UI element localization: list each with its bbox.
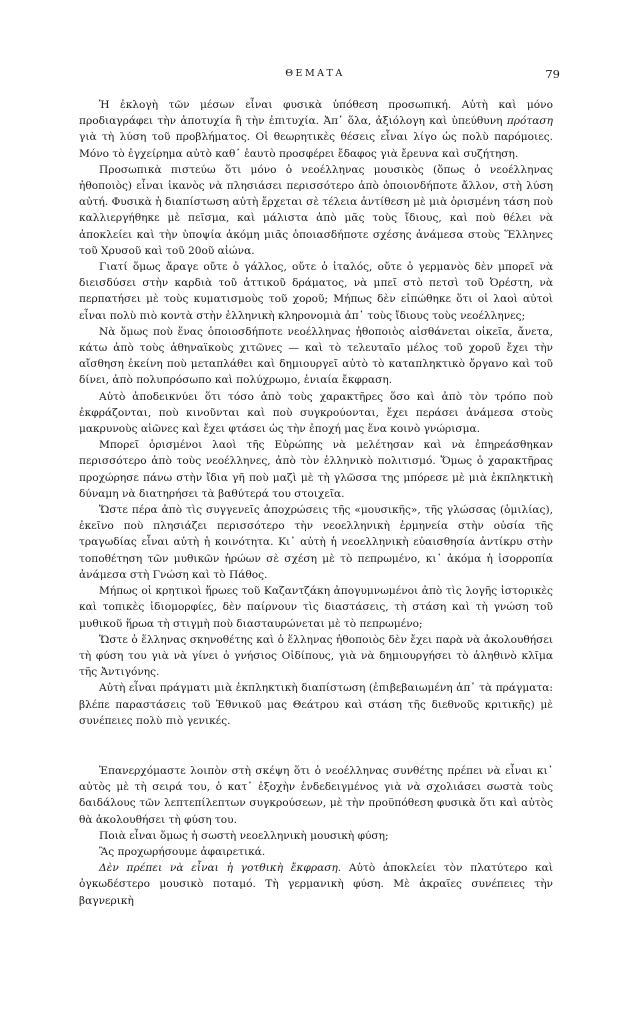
page-number: 79	[545, 67, 560, 81]
paragraph-italic-lead: Δὲν πρέπει νὰ εἶναι ἡ γοτθικὴ ἔκφραση. Αὐτὸ ἀποκλείει τὸν πλατύτερο καὶ ὀγκωδέστερο μουσικὸ ποταμό. Τὴ γερμανικὴ φύση. Μὲ ἀκραῖες συνέπειες τὴν βαγνερικὴ	[79, 862, 553, 907]
paragraph: Ἂς προχωρήσουμε ἀφαιρετικά.	[99, 845, 266, 858]
emphasis: Δὲν πρέπει νὰ εἶναι ἡ γοτθικὴ ἔκφραση.	[99, 862, 342, 875]
paragraph: Προσωπικὰ πιστεύω ὅτι μόνο ὁ νεοέλληνας μουσικὸς (ὅπως ὁ νεοέλληνας ἠθοποιὸς) εἶναι ἱκανὸς νὰ πλησιάσει περισσότερο ἀπὸ ὁποιονδήποτε ἄλλον, στὴ λύση αὐτή. Φυσικὰ ἡ διαπίστωση αὐτὴ ἔρχεται σὲ τέλεια ἀντίθεση μὲ μιὰ ὁρισμένη τάση ποὺ καλλιεργήθηκε μὲ πεῖσμα, καὶ μάλιστα ἀπὸ μᾶς τοὺς ἴδιους, καὶ ποὺ θέλει νὰ ἀποκλείει καὶ τὴν ὑποψία ἀκόμη μιᾶς ὁποιασδήποτε σχέσης ἀνάμεσα στοὺς Ἕλληνες τοῦ Χρυσοῦ καὶ τοῦ 20οῦ αἰώνα.	[79, 163, 553, 257]
section-gap	[79, 729, 553, 763]
paragraph: Ποιὰ εἶναι ὅμως ἡ σωστὴ νεοελληνικὴ μουσικὴ φύση;	[99, 829, 389, 842]
paragraph: Ὥστε ὁ ἕλληνας σκηνοθέτης καὶ ὁ ἕλληνας ἠθοποιὸς δὲν ἔχει παρὰ νὰ ἀκολουθήσει τὴ φύση του γιὰ νὰ γίνει ὁ γνήσιος Οἰδίπους, γιὰ νὰ δημιουργήσει τὸ ἀληθινὸ κλῖμα τῆς Ἀντιγόνης.	[79, 633, 553, 679]
paragraph: Μπορεῖ ὁρισμένοι λαοὶ τῆς Εὐρώπης νὰ μελέτησαν καὶ νὰ ἐπηρεάσθηκαν περισσότερο ἀπὸ τοὺς νεοέλληνες, ἀπὸ τὸν ἑλληνικὸ πολιτισμό. Ὅμως ὁ χαρακτῆρας προχώρησε πάνω στὴν ἴδια γῆ ποὺ μαζὶ μὲ τὴ γλῶσσα της μπόρεσε μὲ μιὰ ἐκπληκτικὴ δύναμη νὰ διατηρήσει τὰ βαθύτερά του στοιχεῖα.	[79, 439, 553, 500]
paragraph: Ἡ ἐκλογὴ τῶν μέσων εἶναι φυσικὰ ὑπόθεση προσωπική. Αὐτὴ καὶ μόνο προδιαγράφει τὴν ἀποτυχία ἢ τὴν ἐπιτυχία. Ἀπ᾿ ὅλα, ἀξιόλογη καὶ ὑπεύθυνη πρόταση γιὰ τὴ λύση τοῦ προβλήματος. Οἱ θεωρητικὲς θέσεις εἶναι λίγο ὡς πολὺ παρόμοιες. Μόνο τὸ ἐγχείρημα αὐτὸ καθ᾿ ἑαυτὸ προσφέρει ἔδαφος γιὰ ἔρευνα καὶ συζήτηση.	[79, 99, 553, 160]
paragraph: Γιατί ὅμως ἄραγε οὔτε ὁ γάλλος, οὔτε ὁ ἰταλός, οὔτε ὁ γερμανὸς δὲν μπορεῖ νὰ διεισδύσει στὴν καρδιὰ τοῦ ἀττικοῦ δράματος, νὰ μπεῖ στὸ πετσὶ τοῦ Ὀρέστη, νὰ περπατήσει μὲ τοὺς κυματισμοὺς τοῦ χοροῦ; Μήπως δὲν εἰπώθηκε ὅτι οἱ λαοὶ αὐτοὶ εἶναι πολὺ πιὸ κοντὰ στὴν ἑλληνικὴ κληρονομιὰ ἀπ᾿ τοὺς ἴδιους τοὺς νεοέλληνες;	[79, 261, 553, 322]
paragraph: Ἐπανερχόμαστε λοιπὸν στὴ σκέψη ὅτι ὁ νεοέλληνας συνθέτης πρέπει νὰ εἶναι κι᾿ αὐτὸς μὲ τὴ σειρά του, ὁ κατ᾿ ἐξοχὴν ἐνδεδειγμένος γιὰ νὰ σχολιάσει σωστὰ τοὺς δαιδάλους τῶν λεπτεπίλεπτων συγκρούσεων, μὲ τὴν προϋπόθεση φυσικὰ ὅτι καὶ αὐτὸς θὰ ἀκολουθήσει τὴ φύση του.	[79, 764, 553, 826]
paragraph: Αὐτὴ εἶναι πράγματι μιὰ ἐκπληκτικὴ διαπίστωση (ἐπιβεβαιωμένη ἀπ᾿ τὰ πράγματα: βλέπε παραστάσεις τοῦ Ἐθνικοῦ μας Θεάτρου καὶ στάση τῆς διεθνοῦς κριτικῆς) μὲ συνέπειες πολὺ πιὸ γενικές.	[79, 682, 553, 727]
paragraph: Ὥστε πέρα ἀπὸ τὶς συγγενεῖς ἀποχρώσεις τῆς «μουσικῆς», τῆς γλώσσας (ὁμιλίας), ἐκεῖνο ποὺ πλησιάζει περισσότερο τὴν νεοελληνικὴ ἑρμηνεία στὴν οὐσία τῆς τραγωδίας εἶναι αὐτὴ ἡ κοινότητα. Κι᾿ αὐτὴ ἡ νεοελληνικὴ εὐαισθησία ἀντίκρυ στὴν τοποθέτηση τῶν μυθικῶν ἡρώων σὲ σχέση μὲ τὸ πεπρωμένο, κι᾿ ἀκόμα ἡ ἰσορροπία ἀνάμεσα στὴ Γνώση καὶ τὸ Πάθος.	[79, 504, 553, 581]
paragraph: Νὰ ὅμως ποὺ ἕνας ὁποιοσδήποτε νεοέλληνας ἠθοποιὸς αἰσθάνεται οἰκεῖα, ἄνετα, κάτω ἀπὸ τοὺς ἀθηναϊκοὺς χιτῶνες — καὶ τὸ τελευταῖο μέλος τοῦ χοροῦ ἔχει τὴν αἴσθηση ἐκείνη ποὺ μεταπλάθει καὶ δημιουργεῖ αὐτὸ τὸ καταπληκτικὸ ὄργανο καὶ τοῦ δίνει, ἀπὸ πολυπρόσωπο καὶ πολύχρωμο, ἑνιαία ἔκφραση.	[79, 325, 553, 387]
running-head: ΘΕΜΑΤΑ	[285, 68, 345, 79]
emphasis: πρόταση	[506, 115, 553, 128]
paragraph: Αὐτὸ ἀποδεικνύει ὅτι τόσο ἀπὸ τοὺς χαρακτῆρες ὅσο καὶ ἀπὸ τὸν τρόπο ποὺ ἐκφράζονται, ποὺ κινοῦνται καὶ ποὺ συγκρούονται, ἔχει περάσει ἀνάμεσα στοὺς μακρυνοὺς αἰῶνες καὶ ἔχει φτάσει ὡς τὴν ἐποχή μας ἕνα κοινὸ γνώρισμα.	[79, 390, 553, 436]
paragraph: Μήπως οἱ κρητικοὶ ἥρωες τοῦ Καζαντζάκη ἀπογυμνωμένοι ἀπὸ τὶς λογῆς ἱστορικὲς καὶ τοπικὲς ἰδιομορφίες, δὲν παίρνουν τὶς διαστάσεις, τὴ στάση καὶ τὴ γνώση τοῦ μυθικοῦ ἥρωα τὴ στιγμὴ ποὺ διασταυρώνεται μὲ τὸ πεπρωμένο;	[79, 585, 553, 630]
page-header	[70, 67, 560, 81]
body-text	[79, 97, 553, 909]
